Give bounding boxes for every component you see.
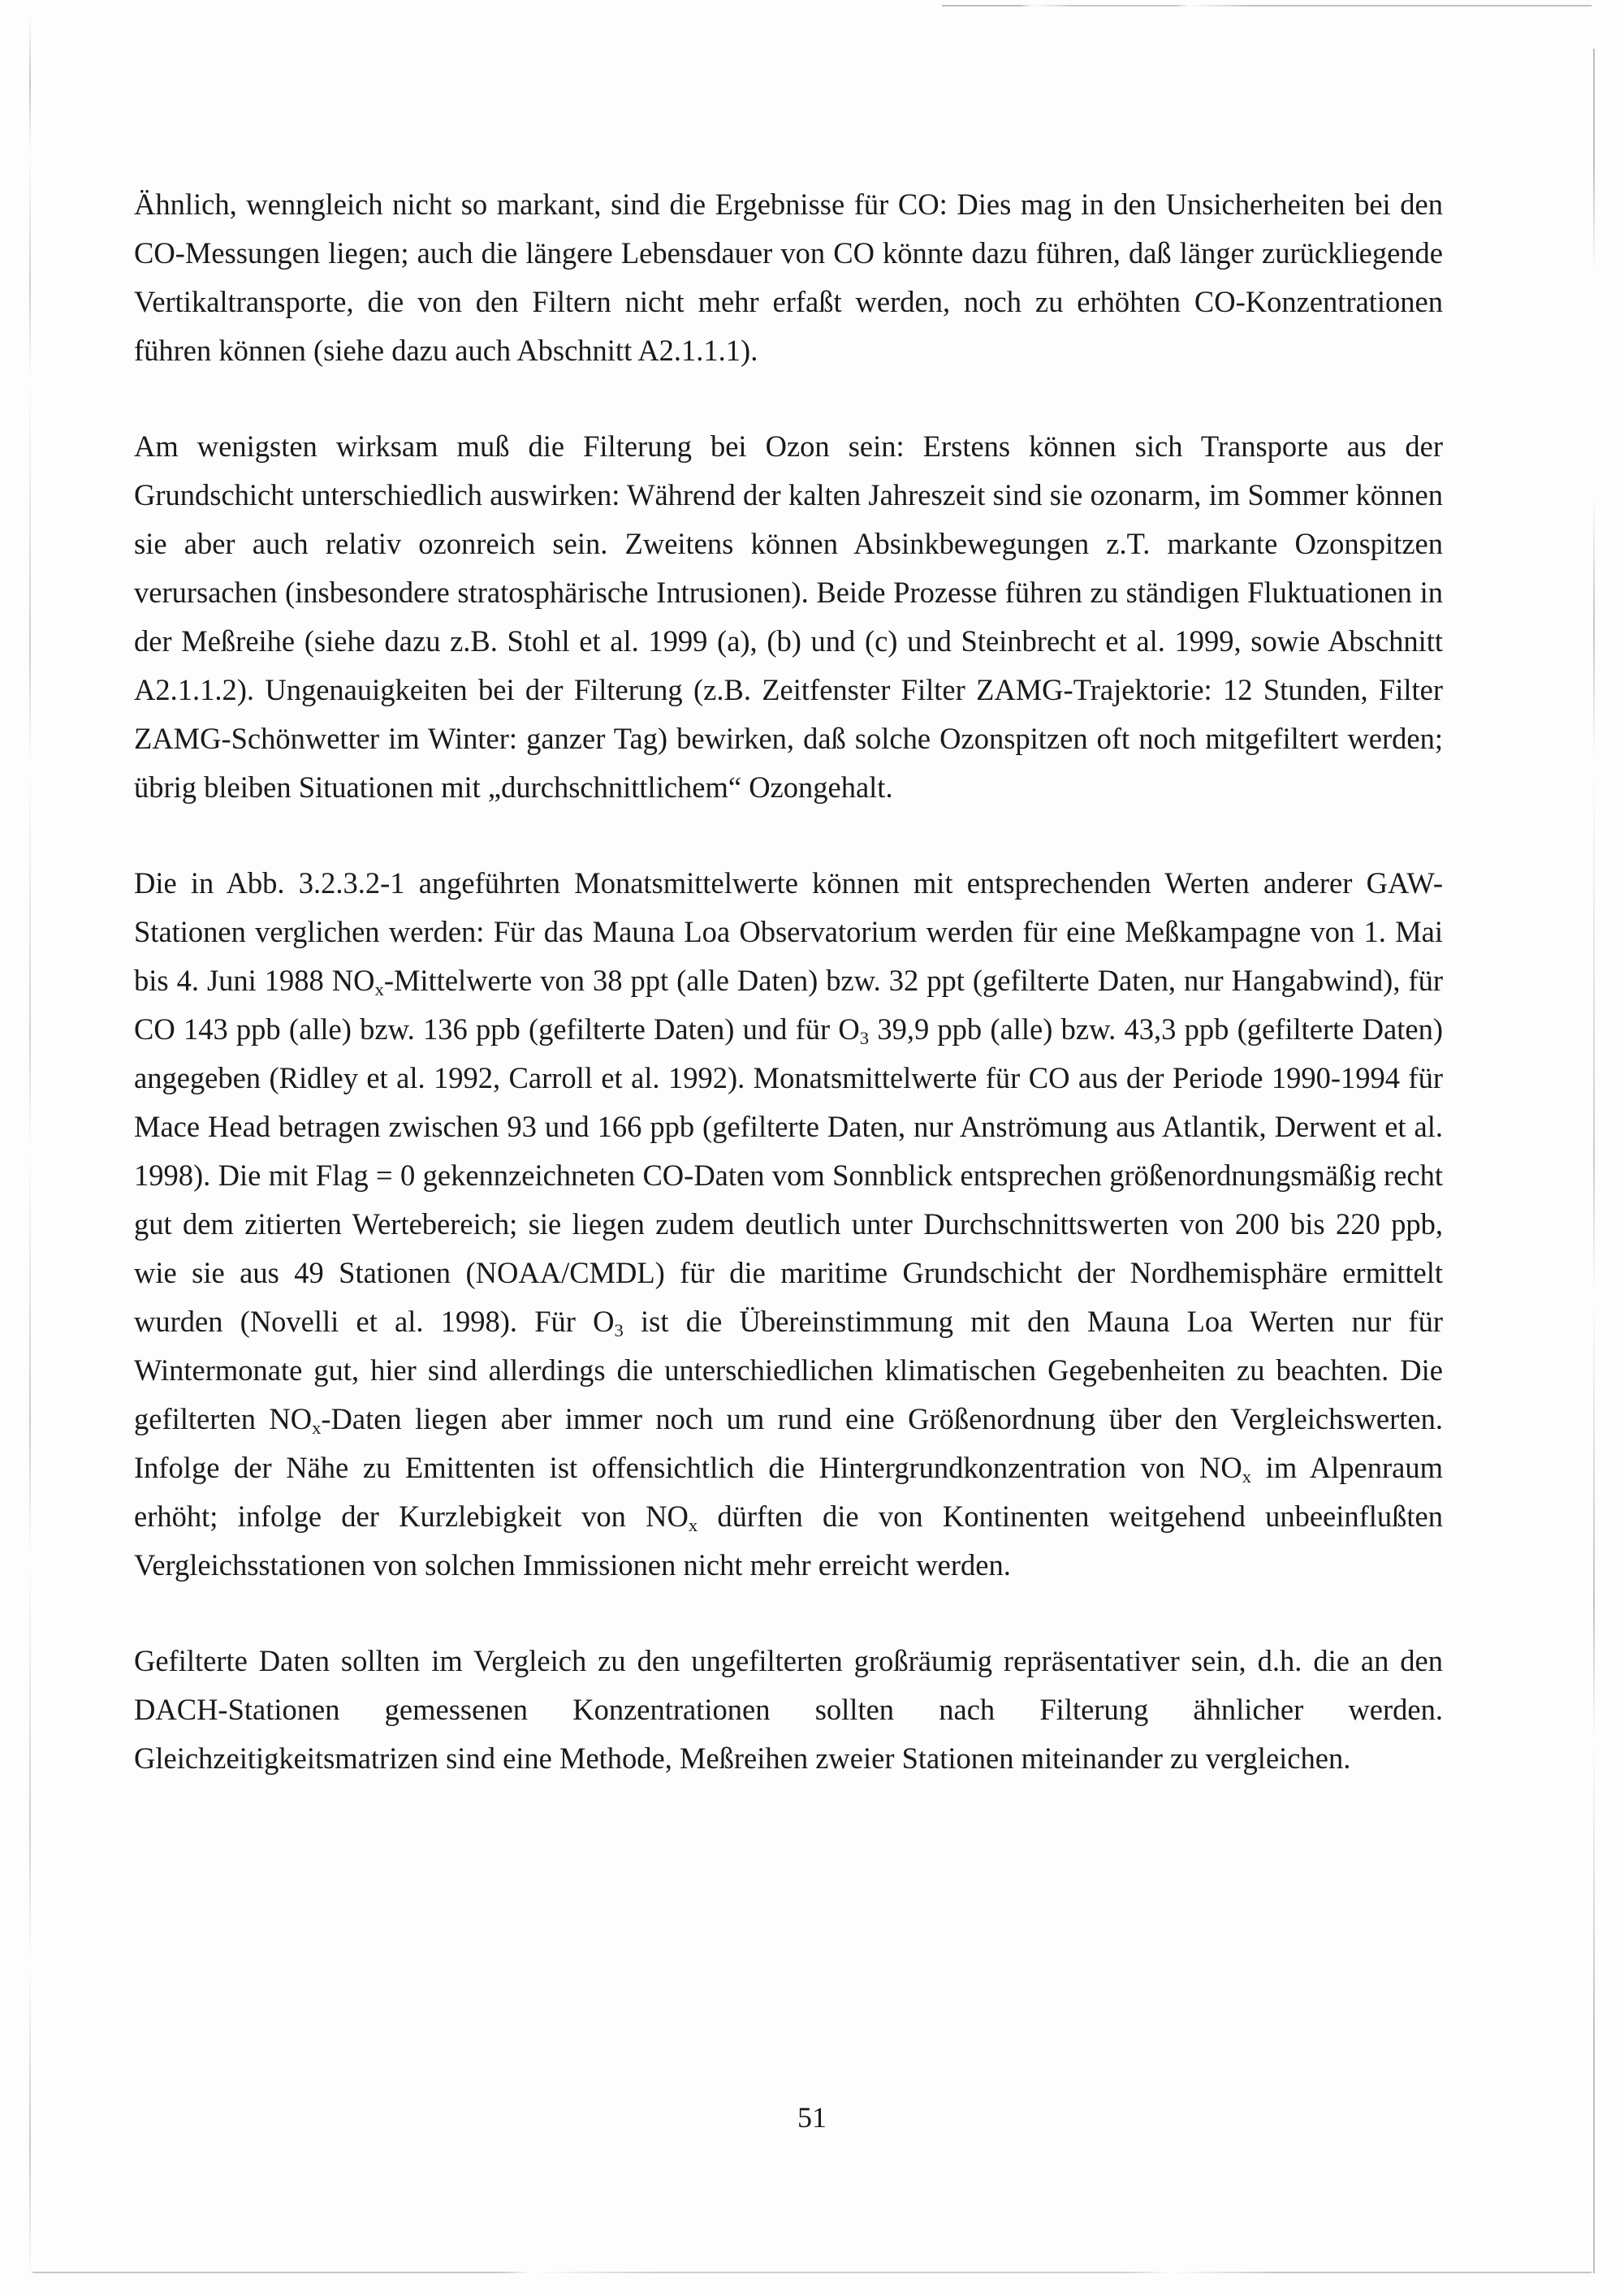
page-number: 51 bbox=[797, 2101, 827, 2134]
paragraph-filtered-data bbox=[134, 1637, 1443, 1783]
paragraph-text: im Alpenraum erhöht; infolge der Kurzlebigkeit von NO bbox=[134, 1451, 1444, 1533]
paragraph-text: Gefilterte Daten sollten im Vergleich zu den ungefilterten großräumig repräsentativer sein, d.h. die an den DACH-Stationen gemessenen Konzentrationen sollten nach Filterung ähnlicher werden. Gleichzeitigkeitsmatrizen sind eine Methode, Meßreihen zweier Stationen miteinander zu vergleichen. bbox=[134, 1644, 1443, 1775]
paragraph-text: dürften die von Kontinenten weitgehend unbeeinflußten Vergleichsstationen von solchen Immissionen nicht mehr erreicht werden. bbox=[134, 1500, 1443, 1582]
paragraph-text: -Mittelwerte von 38 ppt (alle Daten) bzw. 32 ppt (gefilterte Daten, nur Hangabwind), für CO 143 ppb (alle) bzw. 136 ppb (gefilterte Daten) und für O bbox=[134, 964, 1443, 1046]
paragraph-text: ist die Übereinstimmung mit den Mauna Loa Werten nur für Wintermonate gut, hier sind allerdings die unterschiedlichen klimatischen Gegebenheiten zu beachten. Die gefilterten NO bbox=[134, 1305, 1443, 1435]
subscript-text: x bbox=[312, 1418, 322, 1439]
paragraph-text: Am wenigsten wirksam muß die Filterung bei Ozon sein: Erstens können sich Transporte aus der Grundschicht unterschiedlich auswirken: Während der kalten Jahreszeit sind sie ozonarm, im Sommer können sie aber auch relativ ozonreich sein. Zweitens können Absinkbewegungen z.T. markante Ozonspitzen verursachen (insbesondere stratosphärische Intrusionen). Beide Prozesse führen zu ständigen Fluktuationen in der Meßreihe (siehe dazu z.B. Stohl et al. 1999 (a), (b) und (c) und Steinbrecht et al. 1999, sowie Abschnitt A2.1.1.2). Ungenauigkeiten bei der Filterung (z.B. Zeitfenster Filter ZAMG-Trajektorie: 12 Stunden, Filter ZAMG-Schönwetter im Winter: ganzer Tag) bewirken, daß solche Ozonspitzen oft noch mitgefiltert werden; übrig bleiben Situationen mit „durchschnittlichem“ Ozongehalt. bbox=[134, 429, 1443, 804]
scan-edge-left bbox=[29, 16, 31, 2281]
paragraph-co-results bbox=[134, 180, 1443, 375]
paragraph-text: -Daten liegen aber immer noch um rund eine Größenordnung über den Vergleichswerten. Infolge der Nähe zu Emittenten ist offensichtlich die Hintergrundkonzentration von NO bbox=[134, 1402, 1444, 1484]
subscript-text: 3 bbox=[614, 1320, 624, 1341]
paragraph-ozone-filtering bbox=[134, 422, 1443, 812]
subscript-text: 3 bbox=[859, 1028, 870, 1049]
subscript-text: x bbox=[374, 979, 384, 1000]
subscript-text: x bbox=[1242, 1466, 1252, 1487]
paragraph-text: Ähnlich, wenngleich nicht so markant, sind die Ergebnisse für CO: Dies mag in den Unsicherheiten bei den CO-Messungen liegen; auch die längere Lebensdauer von CO könnte dazu führen, daß länger zurückliegende Vertikaltransporte, die von den Filtern nicht mehr erfaßt werden, noch zu erhöhten CO-Konzentrationen führen können (siehe dazu auch Abschnitt A2.1.1.1). bbox=[134, 188, 1443, 367]
subscript-text: x bbox=[688, 1515, 698, 1536]
body-text bbox=[134, 180, 1443, 1783]
paragraph-text: 39,9 ppb (alle) bzw. 43,3 ppb (gefilterte Daten) angegeben (Ridley et al. 1992, Carroll et al. 1992). Monatsmittelwerte für CO aus der Periode 1990-1994 für Mace Head betragen zwischen 93 und 166 ppb (gefilterte Daten, nur Anströmung aus Atlantik, Derwent et al. 1998). Die mit Flag = 0 gekennzeichneten CO-Daten vom Sonnblick entsprechen größenordnungsmäßig recht gut dem zitierten Wertebereich; sie liegen zudem deutlich unter Durchschnittswerten von 200 bis 220 ppb, wie sie aus 49 Stationen (NOAA/CMDL) für die maritime Grundschicht der Nordhemisphäre ermittelt wurden (Novelli et al. 1998). Für O bbox=[134, 1012, 1443, 1338]
paragraph-gaw-comparison bbox=[134, 859, 1443, 1590]
scan-edge-bottom bbox=[32, 2272, 1592, 2273]
scan-edge-top bbox=[942, 5, 1592, 6]
paragraph-text: Die in Abb. 3.2.3.2-1 angeführten Monatsmittelwerte können mit entsprechenden Werten anderer GAW-Stationen verglichen werden: Für das Mauna Loa Observatorium werden für eine Meßkampagne von 1. Mai bis 4. Juni 1988 NO bbox=[134, 866, 1443, 997]
scan-edge-right bbox=[1593, 49, 1595, 2273]
